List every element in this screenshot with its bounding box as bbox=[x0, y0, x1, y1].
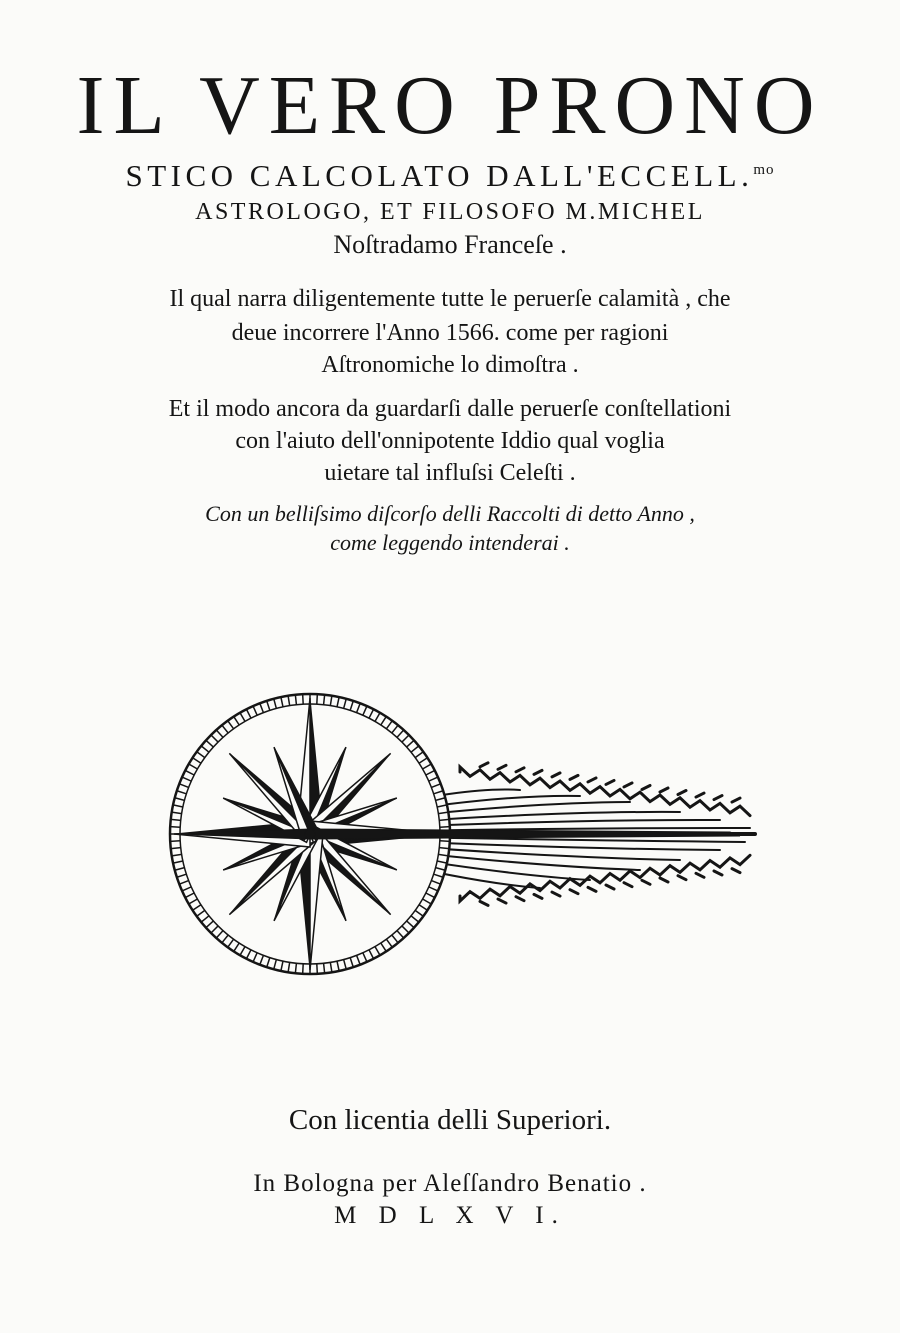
italic-note-line-1: Con un belliſsimo diſcorſo delli Raccolti di detto Anno , bbox=[205, 501, 695, 526]
tail-fleck bbox=[732, 869, 740, 873]
ring-tick bbox=[171, 848, 181, 849]
tail-fleck bbox=[570, 890, 578, 894]
paragraph-1-line-2: deue incorrere l'Anno 1566. come per ragioni bbox=[231, 320, 669, 346]
tail-fleck bbox=[624, 783, 632, 787]
paragraph-2-line-2: con l'aiuto dell'onnipotente Iddio qual voglia bbox=[235, 428, 665, 454]
tail-fleck bbox=[624, 883, 632, 887]
tail-fleck bbox=[732, 798, 740, 802]
ring-tick bbox=[440, 827, 450, 828]
tail-fleck bbox=[570, 775, 578, 779]
ring-tick bbox=[170, 841, 180, 842]
ring-tick bbox=[295, 695, 296, 705]
ring-tick bbox=[440, 841, 450, 842]
tail-fleck bbox=[678, 876, 686, 880]
tail-fleck bbox=[714, 796, 722, 800]
author-line: Noſtradamo Franceſe . bbox=[333, 230, 567, 259]
tail-fleck bbox=[696, 793, 704, 797]
tail-fleck bbox=[606, 885, 614, 889]
title-line-2-superscript: mo bbox=[753, 162, 775, 178]
tail-fleck bbox=[534, 894, 542, 898]
horizontal-beam bbox=[172, 829, 740, 839]
tail-fleck bbox=[516, 897, 524, 901]
italic-note-line-2: come leggendo intenderai . bbox=[330, 530, 570, 555]
license-line: Con licentia delli Superiori. bbox=[288, 1104, 612, 1136]
tail-fleck bbox=[516, 768, 524, 772]
title-line-2 bbox=[0, 158, 900, 194]
ring-tick bbox=[170, 827, 180, 828]
ring-tick bbox=[439, 848, 449, 849]
tail-fleck bbox=[480, 901, 488, 905]
tail-fleck bbox=[480, 763, 488, 767]
tail-fleck bbox=[588, 887, 596, 891]
tail-fleck bbox=[498, 899, 506, 903]
paragraph-1-line-1: Il qual narra diligentemente tutte le peruerſe calamità , che bbox=[169, 286, 731, 312]
tail-fleck bbox=[552, 773, 560, 777]
tail-fleck bbox=[678, 791, 686, 795]
ring-tick bbox=[303, 694, 304, 704]
tail-fleck bbox=[534, 770, 542, 774]
ring-tick bbox=[317, 694, 318, 704]
tail-fleck bbox=[642, 785, 650, 789]
year-line: M D L X V I. bbox=[334, 1202, 566, 1229]
tail-fleck bbox=[588, 778, 596, 782]
tail-fleck bbox=[552, 892, 560, 896]
tail-fleck bbox=[642, 880, 650, 884]
tail-fleck bbox=[696, 873, 704, 877]
ring-tick bbox=[295, 963, 296, 973]
ring-tick bbox=[324, 695, 325, 705]
tail-fleck bbox=[660, 878, 668, 882]
title-line-3: ASTROLOGO, ET FILOSOFO M.MICHEL bbox=[195, 199, 705, 225]
star-center bbox=[305, 829, 315, 839]
tail-fleck bbox=[498, 765, 506, 769]
paragraph-2-line-1: Et il modo ancora da guardarſi dalle peruerſe conſtellationi bbox=[168, 396, 732, 422]
printer-line: In Bologna per Aleſſandro Benatio . bbox=[253, 1170, 647, 1197]
title-line-1: IL VERO PRONO bbox=[76, 59, 824, 152]
ring-tick bbox=[324, 963, 325, 973]
ring-tick bbox=[303, 964, 304, 974]
ring-tick bbox=[317, 964, 318, 974]
tail-fleck bbox=[660, 788, 668, 792]
ring-tick bbox=[171, 819, 181, 820]
tail-fleck bbox=[714, 871, 722, 875]
paragraph-2-line-3: uietare tal influſsi Celeſti . bbox=[324, 460, 576, 486]
tail-fleck bbox=[606, 780, 614, 784]
paragraph-1-line-3: Aſtronomiche lo dimoſtra . bbox=[321, 352, 579, 378]
comet-compass-rose-illustration bbox=[160, 684, 760, 984]
title-line-2-text: STICO CALCOLATO DALL'ECCELL. bbox=[125, 158, 754, 193]
ring-tick bbox=[439, 819, 449, 820]
